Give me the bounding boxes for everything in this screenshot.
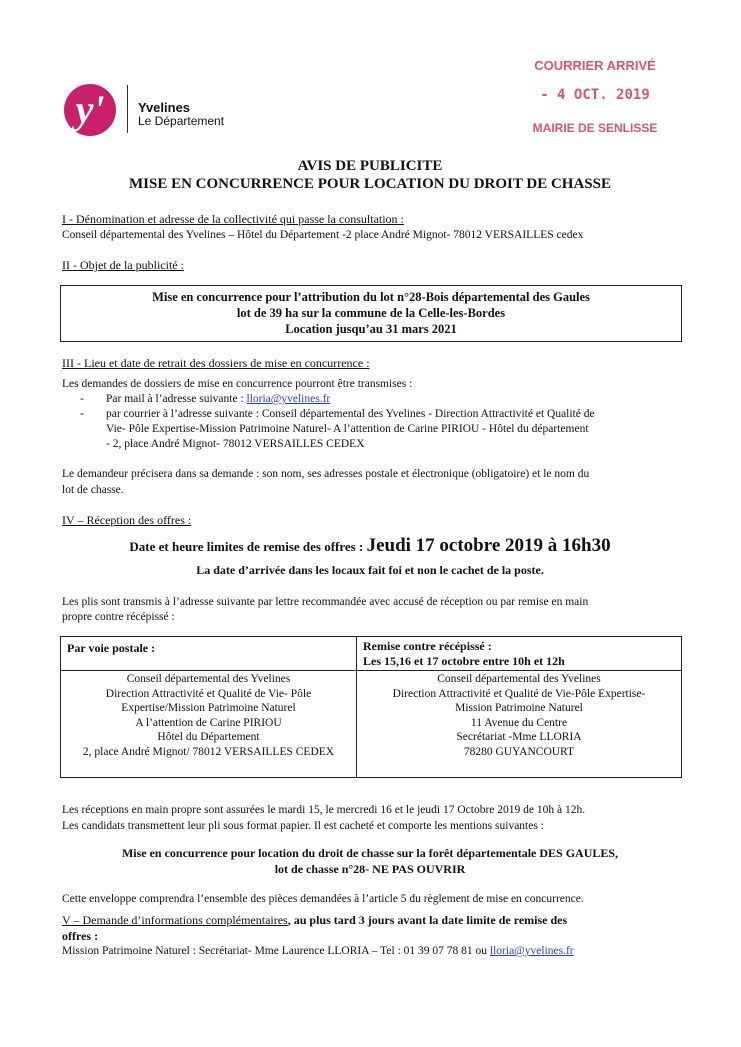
deadline-note: La date d’arrivée dans les locaux fait foi et non le cachet de la poste.	[196, 563, 544, 577]
deadline	[60, 535, 680, 557]
hand-delivery-address-line: 11 Avenue du Centre	[470, 716, 568, 729]
contact-email-link[interactable]: lloria@yvelines.fr	[489, 945, 574, 957]
mail-label: Par mail à l’adresse suivante :	[106, 393, 247, 405]
email-link[interactable]: lloria@yvelines.fr	[246, 393, 331, 405]
section-4-heading: IV – Réception des offres :	[62, 513, 192, 527]
courrier-line-2: Vie- Pôle Expertise-Mission Patrimoine Naturel- A l’attention de Carine PIRIOU - Hôtel du département	[106, 423, 589, 435]
lot-box-line-3: Location jusqu’au 31 mars 2021	[285, 322, 457, 336]
lot-box	[60, 285, 682, 342]
transmit-line-1: Les plis sont transmis à l’adresse suivante par lettre recommandée avec accusé de réception ou par remise en main	[62, 596, 589, 608]
section-1-heading: I - Dénomination et adresse de la collectivité qui passe la consultation :	[62, 212, 404, 226]
hand-delivery-address-line: 78280 GUYANCOURT	[463, 745, 575, 758]
stamp-line-1: COURRIER ARRIVÉ	[534, 58, 656, 73]
postal-address-line: 2, place André Mignot/ 78012 VERSAILLES CEDEX	[82, 745, 335, 758]
brand-name: Yvelines	[138, 100, 191, 115]
courrier-line-3: - 2, place André Mignot- 78012 VERSAILLES CEDEX	[106, 438, 365, 450]
delivery-table	[60, 636, 682, 778]
transmit-line-2: propre contre récépissé :	[62, 611, 175, 623]
section-3-heading: III - Lieu et date de retrait des dossiers de mise en concurrence :	[62, 356, 370, 370]
contact-line	[62, 944, 574, 959]
stamp-line-3: MAIRIE DE SENLISSE	[532, 121, 658, 135]
hand-delivery-address	[357, 672, 681, 759]
hand-delivery-address-line: Secrétariat -Mme LLORIA	[456, 731, 582, 743]
hand-delivery-address-line: Conseil départemental des Yvelines	[437, 673, 601, 685]
section-5-title: V – Demande d’informations complémentaires	[62, 913, 288, 927]
deadline-label: Date et heure limites de remise des offres :	[129, 539, 367, 554]
section-5-heading	[62, 913, 682, 928]
postal-address-line: Expertise/Mission Patrimoine Naturel	[121, 702, 296, 714]
hand-delivery-dates: Les 15,16 et 17 octobre entre 10h et 12h	[363, 654, 565, 668]
section-3-note-line-1: Le demandeur précisera dans sa demande : son nom, ses adresses postale et électronique (obligatoire) et le nom du	[62, 468, 590, 480]
stamp-date: - 4 OCT. 2019	[540, 87, 650, 103]
logo-divider	[127, 85, 128, 133]
postal-header: Par voie postale :	[67, 641, 156, 655]
brand-subtitle: Le Département	[138, 114, 225, 128]
lot-box-line-2: lot de 39 ha sur la commune de la Celle-les-Bordes	[236, 306, 506, 320]
page-subtitle: MISE EN CONCURRENCE POUR LOCATION DU DROIT DE CHASSE	[128, 176, 611, 192]
postal-address-line: A l’attention de Carine PIRIOU	[135, 716, 282, 729]
reception-line-1: Les réceptions en main propre sont assurées le mardi 15, le mercredi 16 et le jeudi 17 Octobre 2019 de 10h à 12h.	[62, 804, 586, 816]
hand-delivery-column	[357, 637, 681, 777]
hand-delivery-address-line: Mission Patrimoine Naturel	[455, 702, 583, 714]
hand-delivery-header: Remise contre récépissé :	[363, 639, 492, 653]
courrier-line-1: par courrier à l’adresse suivante : Conseil départemental des Yvelines - Direction Attractivité et Qualité de	[106, 408, 595, 420]
postal-column	[61, 637, 357, 777]
envelope-mention-line-1: Mise en concurrence pour location du droit de chasse sur la forêt départementale DES GAULES,	[121, 846, 619, 860]
section-3-note-line-2: lot de chasse.	[62, 484, 124, 496]
section-5-title-rest: , au plus tard 3 jours avant la date limite de remise des	[287, 913, 568, 927]
hand-delivery-address-line: Direction Attractivité et Qualité de Vie-Pôle Expertise-	[392, 687, 646, 700]
section-2-heading: II - Objet de la publicité :	[62, 258, 184, 272]
postal-address-line: Conseil départemental des Yvelines	[126, 673, 291, 685]
deadline-value: Jeudi 17 octobre 2019 à 16h30	[366, 535, 611, 556]
reception-line-2: Les candidats transmettent leur pli sous format papier. Il est cacheté et comporte les mentions suivantes :	[62, 820, 544, 832]
postal-address	[61, 672, 356, 759]
envelope-mention-line-2: lot de chasse n°28- NE PAS OUVRIR	[274, 862, 466, 876]
page-title: AVIS DE PUBLICITE	[297, 158, 443, 174]
postal-address-line: Hôtel du Département	[157, 731, 260, 743]
section-1-text: Conseil départemental des Yvelines – Hôtel du Département -2 place André Mignot- 78012 VERSAILLES cedex	[62, 229, 584, 241]
yvelines-logo-glyph: y'	[75, 87, 105, 132]
section-5-title-end: offres :	[62, 929, 99, 943]
contact-text: Mission Patrimoine Naturel : Secrétariat- Mme Laurence LLORIA – Tel : 01 39 07 78 81 ou	[62, 945, 490, 957]
envelope-content: Cette enveloppe comprendra l’ensemble des pièces demandées à l’article 5 du règlement de mise en concurrence.	[62, 893, 584, 905]
section-3-intro: Les demandes de dossiers de mise en concurrence pourront être transmises :	[62, 378, 413, 390]
lot-box-line-1: Mise en concurrence pour l’attribution du lot n°28-Bois départemental des Gaules	[152, 290, 590, 304]
postal-address-line: Direction Attractivité et Qualité de Vie- Pôle	[105, 687, 312, 700]
